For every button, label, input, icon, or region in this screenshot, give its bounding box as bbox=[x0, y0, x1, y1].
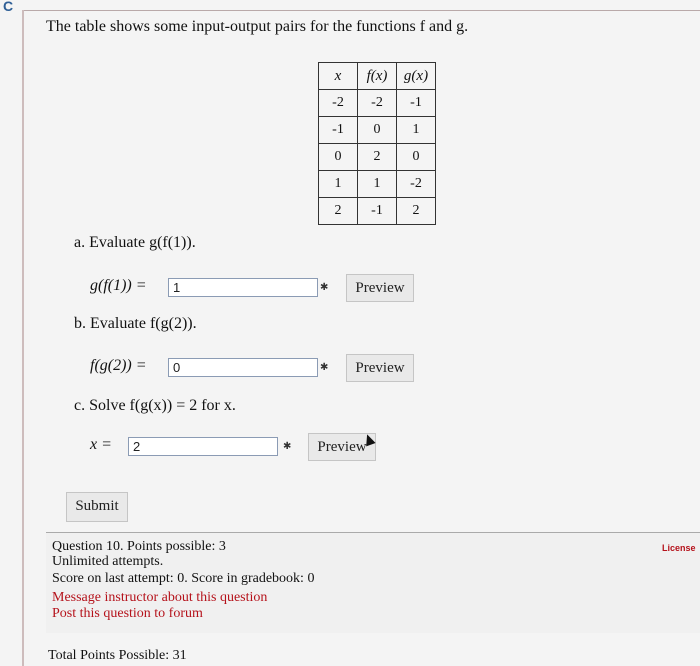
table-cell: 1 bbox=[358, 171, 397, 198]
table-cell: -2 bbox=[397, 171, 436, 198]
score-text: Score on last attempt: 0. Score in gradebook: 0 bbox=[52, 571, 315, 586]
part-c-status-icon: ✱ bbox=[283, 441, 292, 452]
table-row bbox=[319, 90, 436, 117]
table-header-row bbox=[319, 63, 436, 90]
part-c-answer-input[interactable] bbox=[128, 437, 278, 456]
part-a-label: a. Evaluate g(f(1)). bbox=[74, 234, 196, 251]
top-border bbox=[22, 10, 700, 11]
table-cell: 1 bbox=[319, 171, 358, 198]
total-points: Total Points Possible: 31 bbox=[48, 648, 187, 663]
table-row bbox=[319, 171, 436, 198]
part-b-status-icon: ✱ bbox=[320, 362, 329, 373]
table-cell: -1 bbox=[319, 117, 358, 144]
input-output-table bbox=[318, 62, 436, 225]
table-header: g(x) bbox=[397, 63, 436, 90]
table-cell: -1 bbox=[358, 198, 397, 225]
left-border bbox=[22, 10, 24, 666]
table-header: x bbox=[319, 63, 358, 90]
part-b-expression: f(g(2)) = bbox=[90, 357, 147, 374]
table-cell: -2 bbox=[358, 90, 397, 117]
part-a-answer-input[interactable] bbox=[168, 278, 318, 297]
table-row bbox=[319, 198, 436, 225]
question-prompt: The table shows some input-output pairs for the functions f and g. bbox=[46, 18, 469, 35]
table-cell: 0 bbox=[397, 144, 436, 171]
table-row bbox=[319, 144, 436, 171]
part-b-preview-button[interactable]: Preview bbox=[346, 354, 414, 382]
table-cell: 1 bbox=[397, 117, 436, 144]
table-cell: 2 bbox=[358, 144, 397, 171]
part-a-status-icon: ✱ bbox=[320, 282, 329, 293]
message-instructor-link[interactable]: Message instructor about this question bbox=[52, 590, 268, 605]
post-to-forum-link[interactable]: Post this question to forum bbox=[52, 606, 203, 621]
table-cell: 0 bbox=[319, 144, 358, 171]
table-cell: -2 bbox=[319, 90, 358, 117]
question-points: Question 10. Points possible: 3 bbox=[52, 539, 226, 554]
table-cell: 2 bbox=[397, 198, 436, 225]
part-c-expression: x = bbox=[90, 436, 112, 453]
part-a-preview-button[interactable]: Preview bbox=[346, 274, 414, 302]
table-row bbox=[319, 117, 436, 144]
table-cell: -1 bbox=[397, 90, 436, 117]
part-c-label: c. Solve f(g(x)) = 2 for x. bbox=[74, 397, 236, 414]
table-cell: 0 bbox=[358, 117, 397, 144]
part-b-label: b. Evaluate f(g(2)). bbox=[74, 315, 197, 332]
corner-logo-icon: C bbox=[3, 0, 14, 14]
table-header: f(x) bbox=[358, 63, 397, 90]
license-link[interactable]: License bbox=[662, 543, 696, 553]
table-cell: 2 bbox=[319, 198, 358, 225]
part-b-answer-input[interactable] bbox=[168, 358, 318, 377]
part-a-expression: g(f(1)) = bbox=[90, 277, 147, 294]
part-c-preview-button[interactable]: Preview bbox=[308, 433, 376, 461]
attempts-text: Unlimited attempts. bbox=[52, 554, 164, 569]
submit-button[interactable]: Submit bbox=[66, 492, 128, 522]
